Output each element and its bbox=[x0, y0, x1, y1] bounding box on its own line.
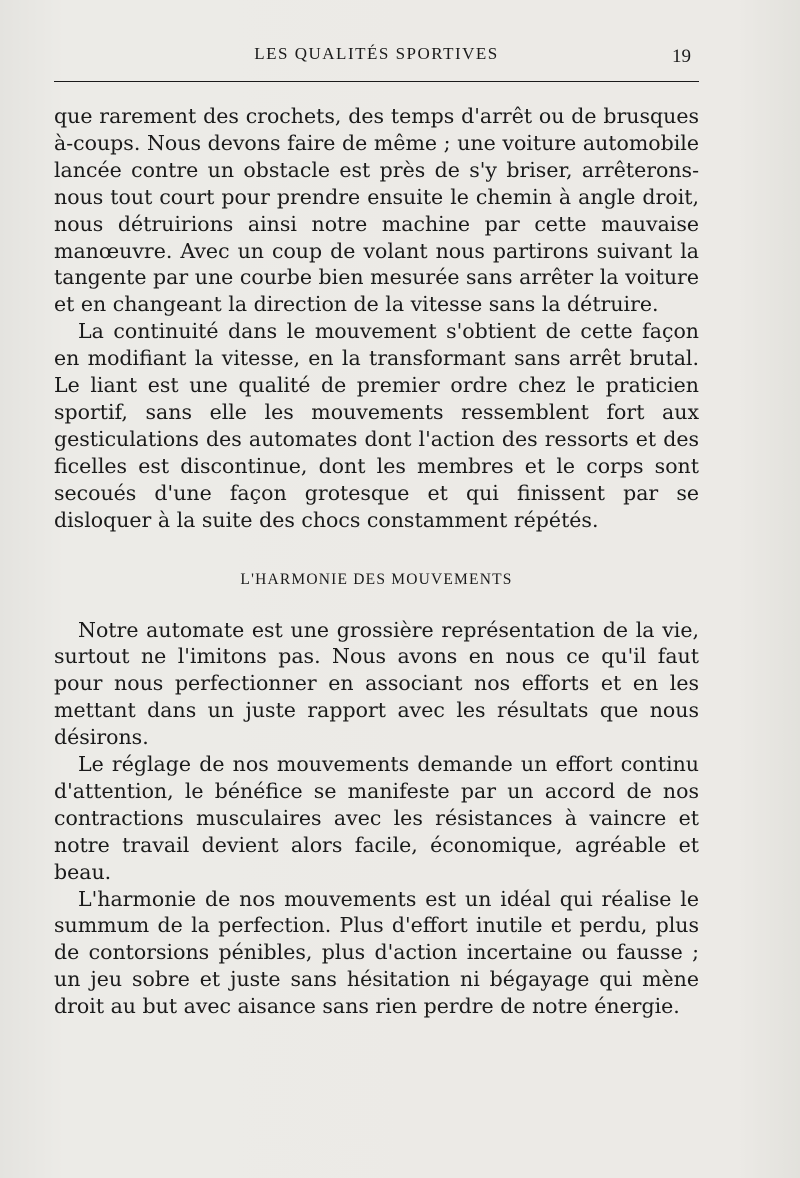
section-heading: L'HARMONIE DES MOUVEMENTS bbox=[240, 570, 513, 588]
paragraph-5: L'harmonie de nos mouvements est un idéal qui réalise le summum de la perfection. Plus d'effort inutile et perdu, plus de contorsions pénibles, plus d'action incertaine ou fausse ; un jeu sobre et juste sans hésitation ni bégayage qui mène droit au but avec aisance sans rien perdre de notre énergie. bbox=[54, 886, 699, 1019]
running-header bbox=[54, 44, 699, 72]
paragraph-2: La continuité dans le mouvement s'obtient de cette façon en modifiant la vitesse, en la transformant sans arrêt brutal. Le liant est une qualité de premier ordre chez le praticien sportif, sans elle les mouvements ressemblent fort aux gesticulations des automates dont l'action des ressorts et des ficelles est discontinue, dont les membres et le corps sont secoués d'une façon grotesque et qui finissent par se disloquer à la suite des chocs constamment répétés. bbox=[54, 319, 699, 532]
paragraph-3: Notre automate est une grossière représentation de la vie, surtout ne l'imitons pas. Nous avons en nous ce qu'il faut pour nous perfectionner en associant nos efforts et en les mettant dans un juste rapport avec les résultats que nous désirons. bbox=[54, 617, 699, 750]
body-text bbox=[54, 103, 699, 1020]
paragraph-4: Le réglage de nos mouvements demande un effort continu d'attention, le bénéfice se manifeste par un accord de nos contractions musculaires avec les résistances à vaincre et notre travail devient alors facile, économique, agréable et beau. bbox=[54, 752, 699, 884]
running-title: LES QUALITÉS SPORTIVES bbox=[254, 44, 499, 63]
paragraph-1: que rarement des crochets, des temps d'arrêt ou de brusques à-coups. Nous devons faire de même ; une voiture automobile lancée contre un obstacle est près de s'y briser, arrêterons-nous tout court pour prendre ensuite le chemin à angle droit, nous détruirions ainsi notre machine par cette mauvaise manœuvre. Avec un coup de volant nous partirons suivant la tangente par une courbe bien mesurée sans arrêter la voiture et en changeant la direction de la vitesse sans la détruire. bbox=[54, 104, 699, 317]
page-number: 19 bbox=[672, 46, 691, 67]
header-rule bbox=[54, 81, 699, 82]
